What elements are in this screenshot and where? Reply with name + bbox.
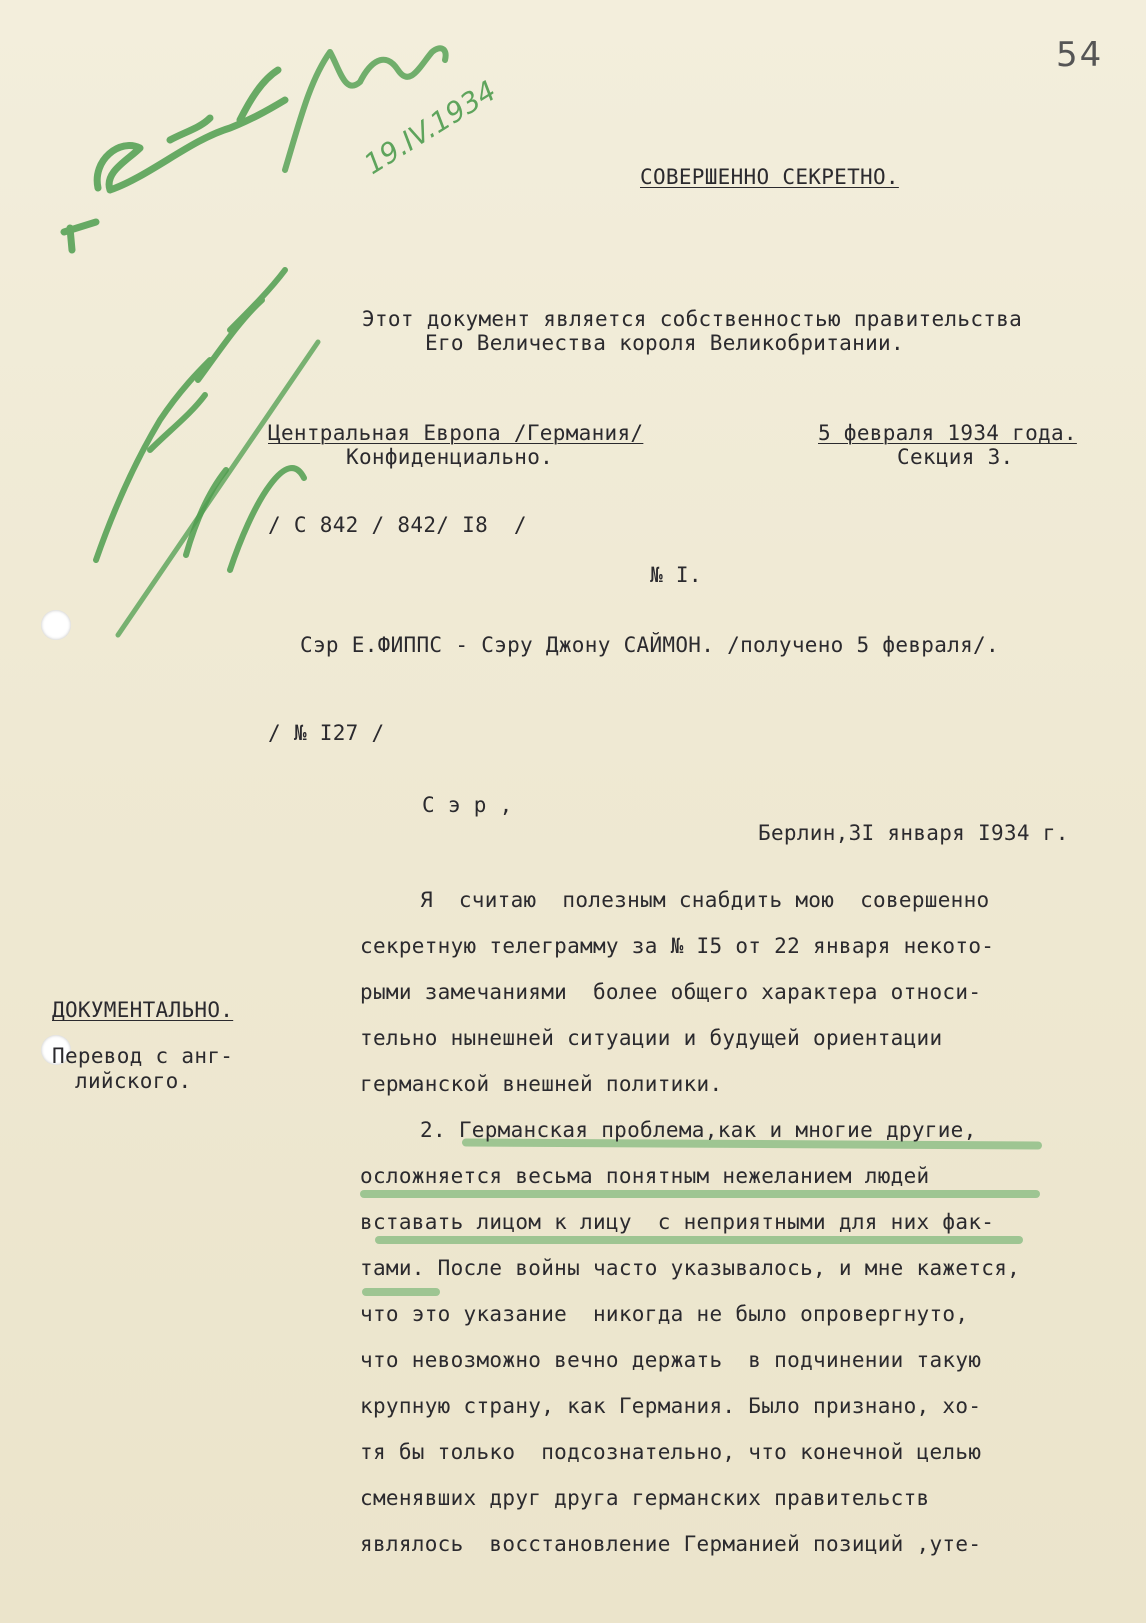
region-heading: Центральная Европа /Германия/: [268, 421, 644, 445]
reference-number: / С 842 / 842/ I8 /: [268, 513, 527, 537]
resolution-scribble: [64, 70, 285, 250]
document-date: 5 февраля 1934 года.: [818, 421, 1077, 445]
body-line-14: сменявших друг друга германских правительств: [360, 1486, 930, 1510]
body-line-7: осложняется весьма понятным нежеланием людей: [360, 1164, 930, 1188]
body-line-9: тами. После войны часто указывалось, и мне кажется,: [360, 1256, 1021, 1280]
green-highlight-2: [360, 1190, 1040, 1198]
telegram-number: / № I27 /: [268, 721, 385, 745]
body-line-8: вставать лицом к лицу с неприятными для них фак-: [360, 1210, 995, 1234]
signature-scribble: [285, 48, 446, 170]
section-label: Секция 3.: [897, 445, 1014, 469]
body-line-3: рыми замечаниями более общего характера относи-: [360, 980, 982, 1004]
margin-note-line-1: Перевод с анг-: [52, 1044, 234, 1068]
punch-hole-top: [41, 610, 71, 640]
green-highlight-3: [375, 1236, 1023, 1244]
body-line-5: германской внешней политики.: [360, 1072, 723, 1096]
document-number: № I.: [650, 563, 702, 587]
body-line-1: Я считаю полезным снабдить мою совершенно: [420, 888, 990, 912]
ownership-line-2: Его Величества короля Великобритании.: [425, 331, 904, 355]
correspondents-line: Сэр Е.ФИППС - Сэру Джону САЙМОН. /получено 5 февраля/.: [300, 633, 999, 657]
place-date: Берлин,3I января I934 г.: [758, 821, 1069, 845]
body-line-4: тельно нынешней ситуации и будущей ориентации: [360, 1026, 943, 1050]
lower-scribble-1: [96, 270, 285, 560]
margin-note-line-2: лийского.: [75, 1069, 192, 1093]
body-line-10: что это указание никогда не было опровергнуто,: [360, 1302, 969, 1326]
body-line-11: что невозможно вечно держать в подчинении такую: [360, 1348, 982, 1372]
ownership-line-1: Этот документ является собственностью правительства: [362, 307, 1023, 331]
body-line-6: 2. Германская проблема,как и многие другие,: [420, 1118, 977, 1142]
classification-heading: СОВЕРШЕННО СЕКРЕТНО.: [640, 165, 899, 189]
green-highlight-4: [362, 1288, 440, 1296]
page-number: 54: [1056, 35, 1104, 75]
body-line-2: секретную телеграмму за № I5 от 22 января некото-: [360, 934, 995, 958]
body-line-15: являлось восстановление Германией позиций ,уте-: [360, 1532, 982, 1556]
diagonal-stroke: [118, 342, 318, 635]
salutation: С э р ,: [422, 793, 513, 817]
handwritten-date: 19.IV.1934: [358, 74, 502, 181]
margin-note-title: ДОКУМЕНТАЛЬНО.: [52, 998, 234, 1022]
body-line-13: тя бы только подсознательно, что конечной целью: [360, 1440, 982, 1464]
body-line-12: крупную страну, как Германия. Было признано, хо-: [360, 1394, 982, 1418]
confidential-label: Конфиденциально.: [346, 445, 554, 469]
